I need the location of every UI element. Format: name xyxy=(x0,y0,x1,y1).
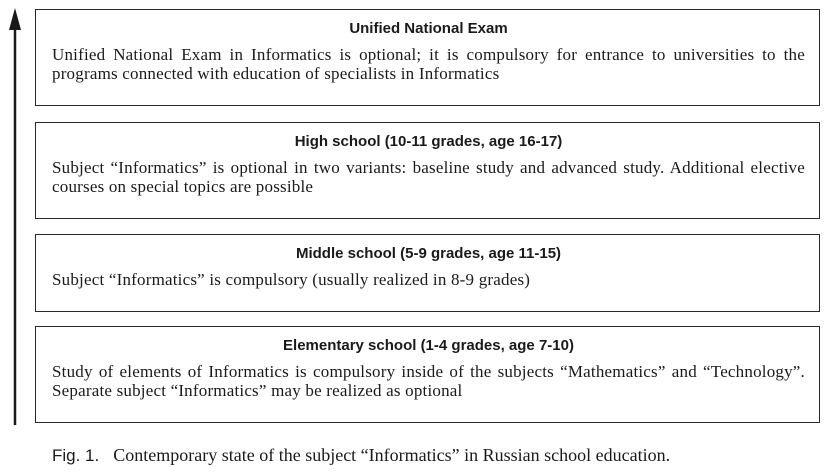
level-title: Elementary school (1-4 grades, age 7-10) xyxy=(283,337,574,354)
level-title: Unified National Exam xyxy=(349,20,508,37)
figure-caption xyxy=(52,444,670,467)
level-description: Study of elements of Informatics is compulsory inside of the subjects “Mathematics” and “Technology”. Separate subject “Informatics” may be realized as optional xyxy=(52,362,805,400)
figure-label: Fig. 1. xyxy=(52,446,100,465)
level-box-unified-national-exam xyxy=(35,9,820,106)
level-title: High school (10-11 grades, age 16-17) xyxy=(294,133,563,150)
level-box-middle-school xyxy=(35,234,820,312)
level-title: Middle school (5-9 grades, age 11-15) xyxy=(295,245,562,262)
figure-caption-text: Contemporary state of the subject “Informatics” in Russian school education. xyxy=(113,445,671,465)
level-box-high-school xyxy=(35,122,820,219)
level-box-elementary-school xyxy=(35,326,820,423)
level-description: Unified National Exam in Informatics is optional; it is compulsory for entrance to universities to the programs connected with education of specialists in Informatics xyxy=(52,45,805,83)
progression-arrow xyxy=(0,0,30,430)
level-description: Subject “Informatics” is compulsory (usually realized in 8-9 grades) xyxy=(52,270,531,289)
level-description: Subject “Informatics” is optional in two variants: baseline study and advanced study. Additional elective courses on special topics are possible xyxy=(52,158,805,196)
